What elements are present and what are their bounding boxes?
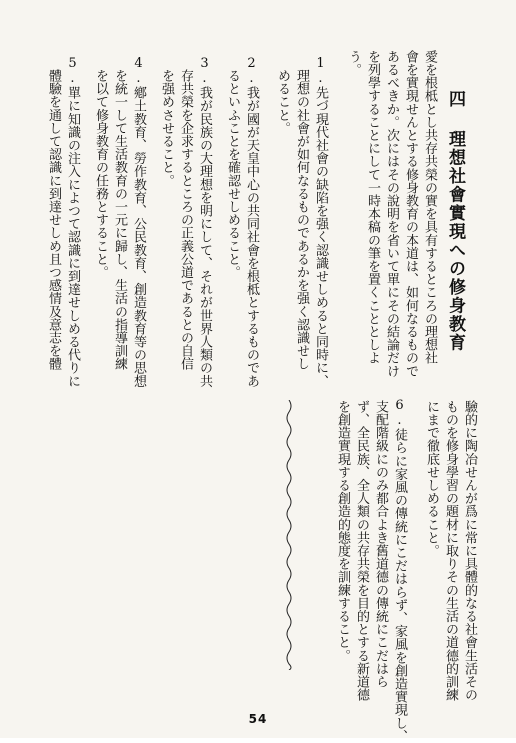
intro-line-3: あるべきか。次にはその說明を省いて單にその結論だけ — [384, 50, 399, 378]
item-4-line-1: 4.鄕土教育、勞作教育、公民教育、創造教育等の思想 — [131, 56, 146, 388]
item-5-cont-line-1: 驗的に陶冶せんが爲に常に具體的なる社會生活その — [462, 400, 477, 702]
item-4-line-2: を統一して生活教育の一元に歸し、生活の指導訓練 — [112, 56, 127, 371]
intro-line-5: う。 — [346, 50, 361, 77]
section-heading: 四 理想社會實現への修身教育 — [445, 90, 465, 352]
page-number: 54 — [248, 712, 268, 726]
item-6-line-1: 6.徒らに家風の傳統にこだはらず、家風を創造實現し、 — [392, 398, 407, 743]
item-3-line-1: 3.我が民族の大理想を明にして、それが世界人類の共 — [197, 56, 212, 388]
wavy-divider — [283, 400, 295, 670]
intro-line-4: を列學することにして一時本稿の筆を置くこととしよ — [365, 50, 380, 365]
intro-line-2: 會を實現せんとする修身教育の本道は、如何なるもので — [403, 50, 418, 378]
item-2-line-2: るといふことを確認せしめること。 — [225, 56, 240, 279]
item-5-line-1: 5.單に知識の注入によつて認識に到達せしめる代りに — [65, 56, 80, 388]
item-3-line-2: 存共榮を企求するところの正義公道であるとの自信 — [178, 56, 193, 371]
item-1-line-2: 理想の社會が如何なるものであるかを强く認識せし — [294, 56, 309, 371]
item-6-line-4: を創造實現する創造的態度を訓練すること。 — [335, 400, 350, 662]
item-1-line-1: 1.先づ現代社會の缺陷を强く認識せしめると同時に、 — [313, 56, 328, 388]
item-5-line-2: 體驗を通して認識に到達せしめ且つ感情及意志を體 — [46, 56, 61, 371]
item-5-cont-line-2: ものを修身學習の題材に取りその生活の道德的訓練 — [443, 400, 458, 702]
item-3-line-3: を强めさせること。 — [159, 56, 174, 187]
intro-line-1: 愛を根柢とし共存共榮の實を具有するところの理想社 — [422, 50, 437, 365]
item-2-line-1: 2.我が國が天皇中心の共同社會を根柢とするものであ — [244, 56, 259, 388]
item-6-line-3: ず、全民族、全人類の共存共榮を目的とする新道德 — [354, 400, 369, 702]
item-4-line-3: を以て修身教育の任務とすること。 — [93, 56, 108, 279]
item-5-cont-line-3: にまで徹底せしめること。 — [424, 400, 439, 558]
item-1-line-3: めること。 — [275, 56, 290, 135]
item-6-line-2: 支配階級にのみ都合よき舊道德の傳統にこだはら — [373, 400, 388, 689]
